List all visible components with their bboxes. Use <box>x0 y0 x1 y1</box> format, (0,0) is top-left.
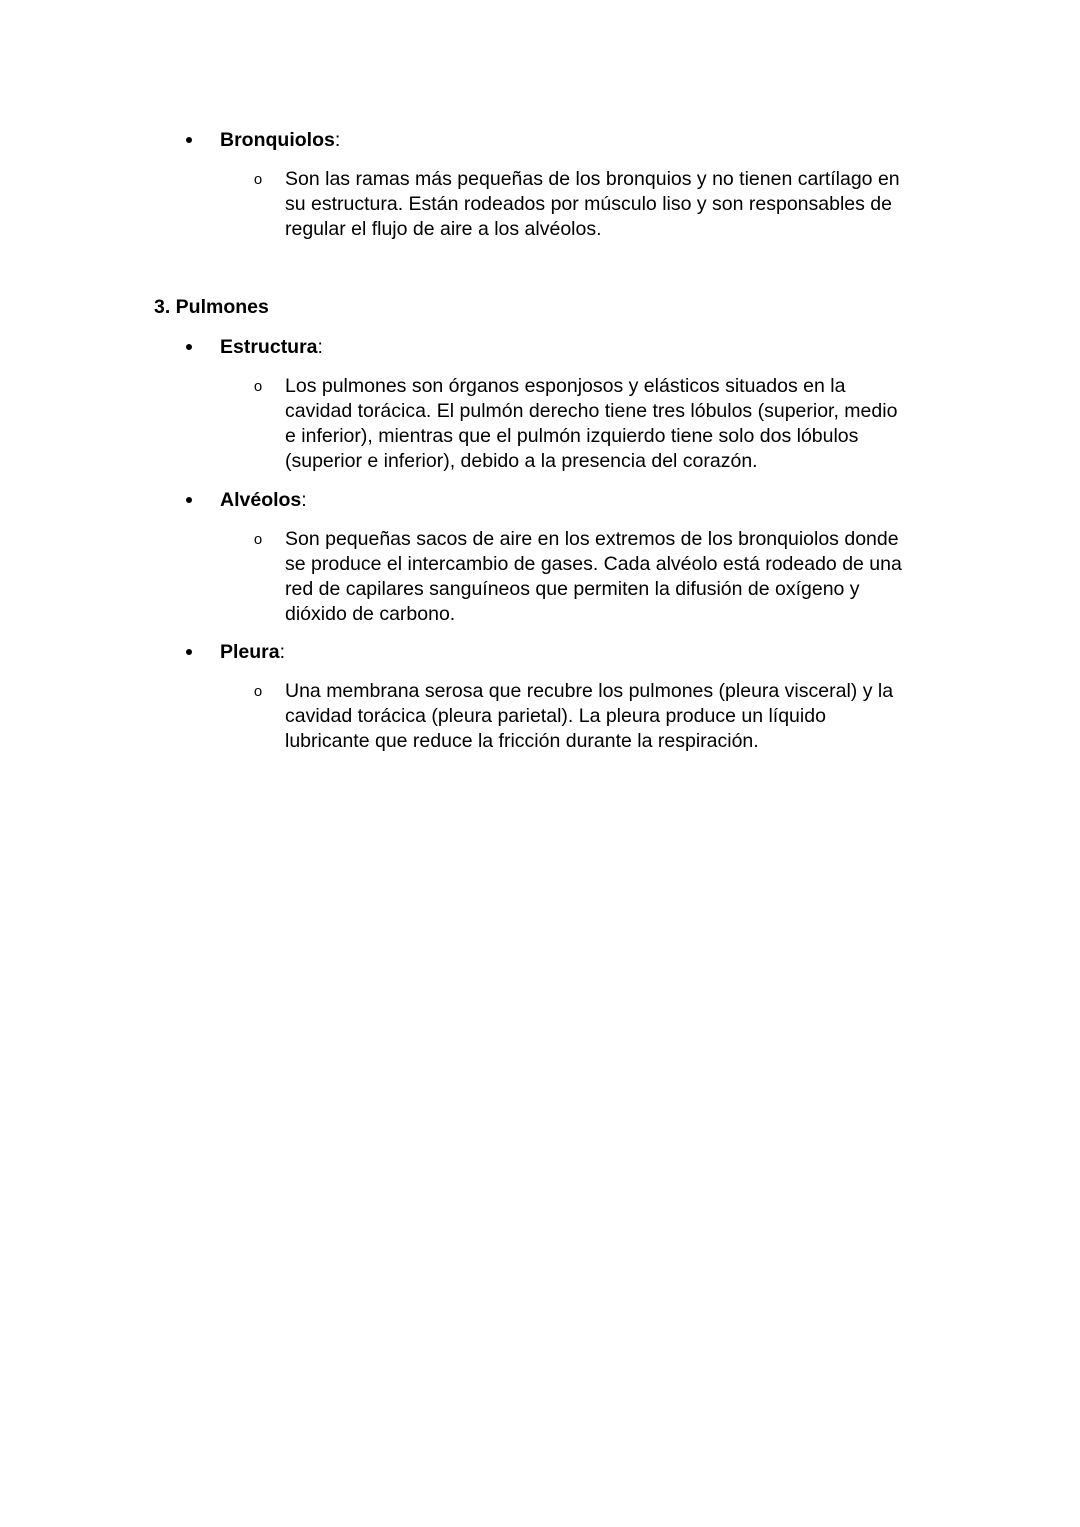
bullet-label <box>220 127 340 153</box>
circle-bullet-icon: o <box>253 378 263 395</box>
term-colon: : <box>301 489 307 511</box>
term-colon: : <box>334 129 341 151</box>
paragraph-alveolos <box>285 527 925 627</box>
text-line: dióxido de carbono. <box>285 603 456 625</box>
text-line: e inferior), mientras que el pulmón izquierdo tiene solo dos lóbulos <box>285 425 859 447</box>
bullet-label <box>220 487 307 513</box>
text-line: cavidad torácica. El pulmón derecho tiene tres lóbulos (superior, medio <box>285 400 898 422</box>
text-line: Una membrana serosa que recubre los pulmones (pleura visceral) y la <box>285 680 894 702</box>
term-bronquiolos: Bronquiolos <box>220 129 335 151</box>
text-line: Son pequeñas sacos de aire en los extremos de los bronquiolos donde <box>285 528 899 550</box>
bullet-dot-icon <box>186 344 192 350</box>
bullet-bronquiolos <box>0 127 1080 153</box>
bullet-dot-icon <box>186 137 192 143</box>
term-pleura: Pleura <box>220 641 280 663</box>
text-line: se produce el intercambio de gases. Cada alvéolo está rodeado de una <box>285 553 902 575</box>
text-line: red de capilares sanguíneos que permiten la difusión de oxígeno y <box>285 578 860 600</box>
circle-bullet-icon: o <box>253 683 263 700</box>
bullet-dot-icon <box>186 649 192 655</box>
paragraph-pleura <box>285 679 925 754</box>
text-line: su estructura. Están rodeados por músculo liso y son responsables de <box>285 193 892 215</box>
circle-bullet-icon: o <box>253 531 263 548</box>
term-colon: : <box>279 641 286 663</box>
paragraph-bronquiolos <box>285 167 925 242</box>
bullet-label <box>220 639 285 665</box>
bullet-estructura <box>0 334 1080 360</box>
bullet-pleura <box>0 639 1080 665</box>
text-line: Son las ramas más pequeñas de los bronquios y no tienen cartílago en <box>285 168 900 190</box>
text-line: Los pulmones son órganos esponjosos y elásticos situados en la <box>285 375 846 397</box>
term-estructura: Estructura <box>220 336 318 358</box>
text-line: lubricante que reduce la fricción durante la respiración. <box>285 730 759 752</box>
bullet-label <box>220 334 323 360</box>
bullet-dot-icon <box>186 497 192 503</box>
text-line: cavidad torácica (pleura parietal). La pleura produce un líquido <box>285 705 826 727</box>
paragraph-estructura <box>285 374 925 474</box>
section-heading-pulmones: 3. Pulmones <box>154 296 269 318</box>
bullet-alveolos <box>0 487 1080 513</box>
text-line: regular el flujo de aire a los alvéolos. <box>285 218 602 240</box>
term-colon: : <box>317 336 323 358</box>
term-alveolos: Alvéolos <box>220 489 302 511</box>
circle-bullet-icon: o <box>253 171 263 188</box>
text-line: (superior e inferior), debido a la presencia del corazón. <box>285 450 758 472</box>
